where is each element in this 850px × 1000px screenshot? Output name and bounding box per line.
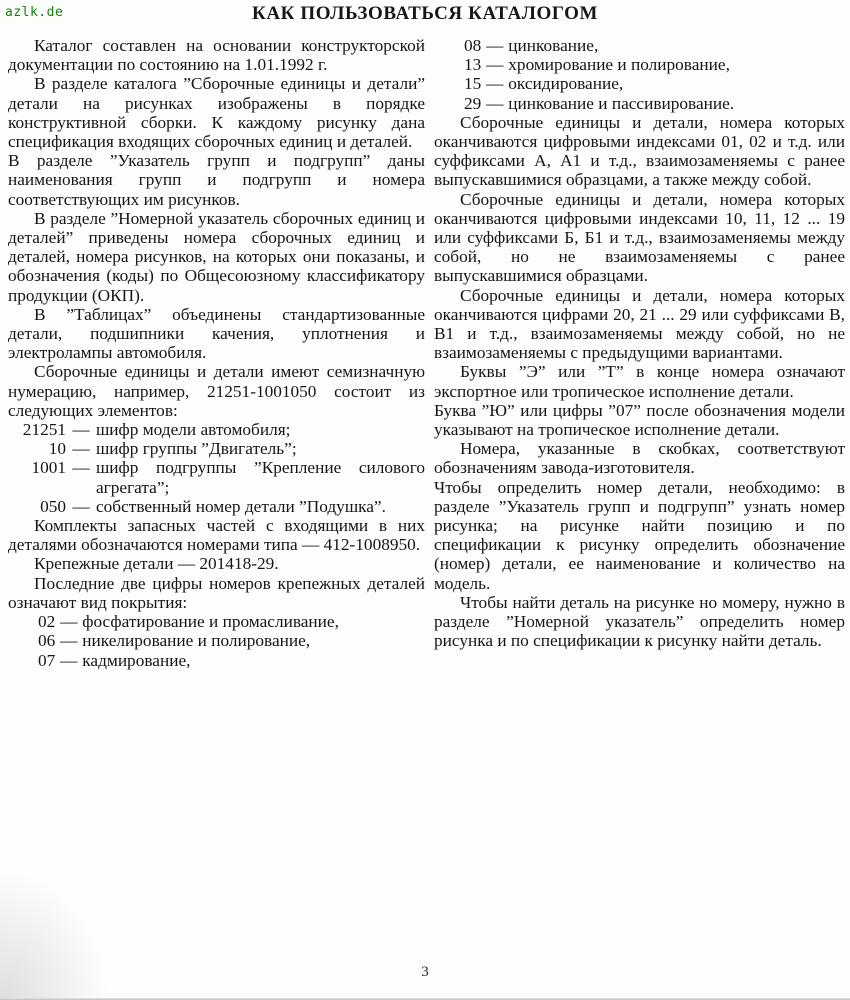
coating-codes-list-left (8, 612, 425, 670)
code-item (8, 420, 425, 439)
part-number-breakdown-list (8, 420, 425, 516)
coating-item (434, 36, 845, 55)
coating-code: 13 (464, 55, 482, 75)
watermark-text: azlk.de (5, 5, 64, 20)
code-number: 1001 (31, 458, 66, 478)
dash-separator: — (60, 631, 78, 651)
code-item (8, 458, 425, 496)
paragraph-fasteners: Крепежные детали — 201418-29. (34, 554, 279, 574)
code-item (8, 439, 425, 458)
paragraph-interchange-20: Сборочные единицы и детали, номера которых оканчиваются цифрами 20, 21 ... 29 или суффиксами В, В1 и т.д., взаимозаменяемы между собой, но не взаимозаменяемы с предыдущими вариантами. (434, 285, 845, 363)
coating-code: 29 (464, 93, 482, 113)
coating-item (434, 74, 845, 93)
dash-separator: — (72, 458, 90, 478)
paragraph-kits: Комплекты запасных частей с входящими в них деталями обозначаются номерами типа — 412-1008950. (8, 516, 425, 555)
coating-item (434, 55, 845, 74)
paragraph-interchange-10: Сборочные единицы и детали, номера которых оканчиваются цифровыми индексами 10, 11, 12 ... 19 или суффиксами Б, Б1 и т.д., взаимозаменяемы между собой, но не взаимозаменяемы с ранее выпускавшимися образцами. (434, 189, 845, 286)
dash-separator: — (72, 496, 90, 516)
code-item (8, 497, 425, 516)
code-description: шифр подгруппы ”Крепление силового агрегата”; (96, 458, 425, 497)
left-column (8, 36, 425, 670)
paragraph-section-groups: В разделе ”Указатель групп и подгрупп” даны наименования групп и подгрупп и номера соответствующих им рисунков. (8, 151, 425, 209)
coating-code: 15 (464, 74, 482, 94)
paragraph-intro: Каталог составлен на основании конструкторской документации по состоянию на 1.01.1992 г. (8, 36, 425, 75)
paragraph-letters-e-t: Буквы ”Э” или ”Т” в конце номера означают экспортное или тропическое исполнение детали. (434, 362, 845, 401)
code-number: 10 (48, 439, 66, 459)
right-column (434, 36, 845, 670)
coating-description: цинкование, (508, 36, 599, 55)
dash-separator: — (60, 650, 78, 670)
coating-item (8, 612, 425, 631)
coating-description: никелирование и полирование, (82, 631, 311, 651)
coating-item (434, 94, 845, 113)
code-number: 21251 (22, 420, 66, 440)
page-number: 3 (421, 964, 429, 980)
code-description: собственный номер детали ”Подушка”. (96, 496, 386, 516)
paragraph-find-number: Чтобы определить номер детали, необходимо: в разделе ”Указатель групп и подгрупп” узнать номер рисунка; на рисунке найти позицию и по спецификации к рисунку определить обозначение (номер) детали, ее наименование и количество на модель. (434, 477, 845, 593)
coating-description: цинкование и пассивирование. (508, 93, 735, 113)
dash-separator: — (486, 36, 504, 55)
paragraph-section-units: В разделе каталога ”Сборочные единицы и детали” детали на рисунках изображены в порядке конструктивной сборки. К каждому рисунку дана спецификация входящих сборочных единиц и деталей. (8, 74, 425, 152)
code-description: шифр модели автомобиля; (96, 420, 291, 440)
coating-description: фосфатирование и промасливание, (82, 612, 339, 632)
dash-separator: — (72, 439, 90, 459)
coating-codes-list-right (434, 36, 845, 113)
page-title: КАК ПОЛЬЗОВАТЬСЯ КАТАЛОГОМ (251, 3, 599, 24)
coating-code: 02 (38, 612, 56, 632)
dash-separator: — (60, 612, 78, 632)
dash-separator: — (486, 55, 504, 75)
paragraph-find-part: Чтобы найти деталь на рисунке но момеру, нужно в разделе ”Номерной указатель” определить номер рисунка и по спецификации к рисунку найти деталь. (434, 592, 845, 651)
dash-separator: — (486, 74, 504, 94)
paragraph-numbering-intro: Сборочные единицы и детали имеют семизначную нумерацию, например, 21251-1001050 состоит из следующих элементов: (8, 362, 425, 420)
paragraph-section-tables: В ”Таблицах” объединены стандартизованные детали, подшипники качения, уплотнения и электролампы автомобиля. (8, 304, 425, 363)
coating-code: 06 (38, 631, 56, 651)
coating-description: хромирование и полирование, (508, 55, 730, 75)
paragraph-section-number-index: В разделе ”Номерной указатель сборочных единиц и деталей” приведены номера сборочных единиц и деталей, номера рисунков, на которых они показаны, и обозначения (коды) по Общесоюзному классификатору продукции (ОКП). (8, 208, 425, 305)
coating-description: кадмирование, (82, 650, 191, 670)
coating-item (8, 631, 425, 650)
dash-separator: — (72, 420, 90, 440)
coating-code: 08 (464, 36, 482, 55)
text-columns (8, 36, 845, 670)
coating-item (8, 651, 425, 670)
paragraph-brackets: Номера, указанные в скобках, соответствуют обозначениям завода-изготовителя. (434, 439, 845, 478)
dash-separator: — (486, 93, 504, 113)
code-number: 050 (40, 496, 66, 516)
paragraph-coating-intro: Последние две цифры номеров крепежных деталей означают вид покрытия: (8, 573, 425, 612)
paragraph-letter-yu: Буква ”Ю” или цифры ”07” после обозначения модели указывают на тропическое исполнение детали. (434, 400, 845, 440)
code-description: шифр группы ”Двигатель”; (96, 439, 297, 459)
coating-code: 07 (38, 650, 56, 670)
coating-description: оксидирование, (508, 74, 624, 94)
paragraph-interchange-01: Сборочные единицы и детали, номера которых оканчиваются цифровыми индексами 01, 02 и т.д. или суффиксами А, А1 и т.д., взаимозаменяемы с ранее выпускавшимися образцами, а также между собой. (434, 112, 845, 190)
